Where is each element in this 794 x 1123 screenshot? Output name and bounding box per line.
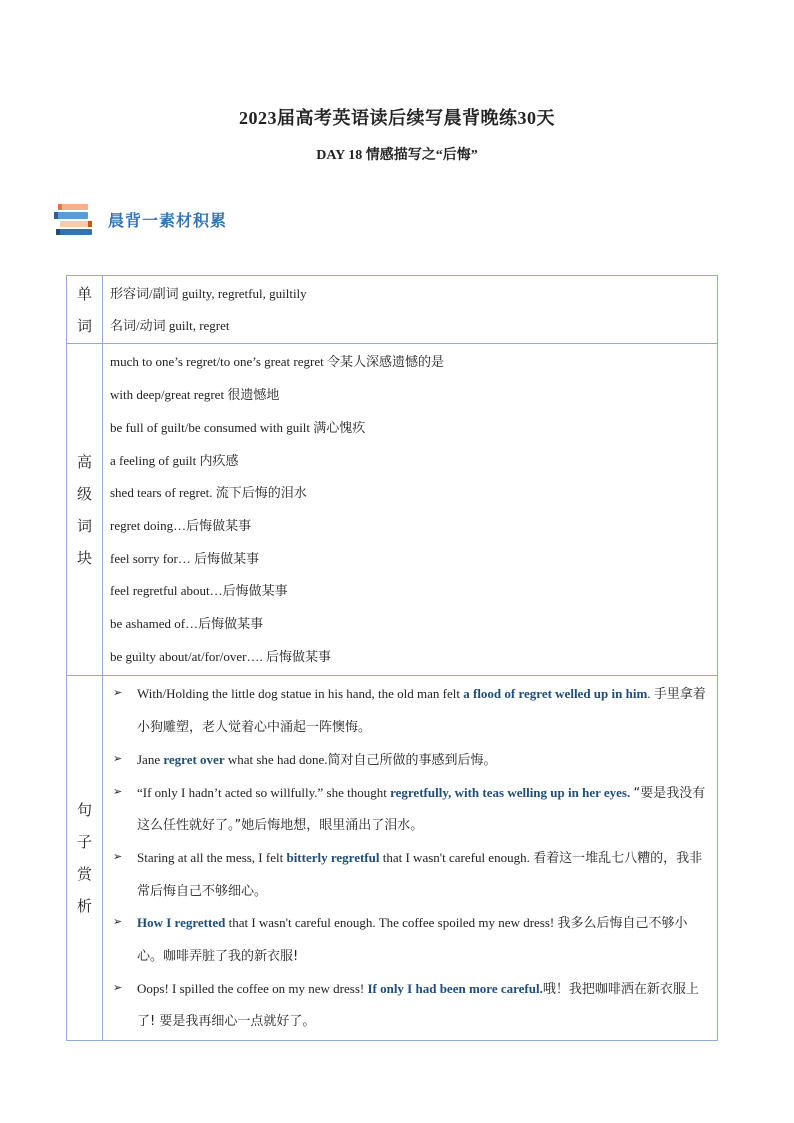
category-char: 级 xyxy=(76,484,92,503)
phrase-cn: 内疚感 xyxy=(199,453,239,469)
section-title: 晨背一素材积累 xyxy=(108,210,228,230)
phrase-cn: 满心愧疚 xyxy=(313,420,366,436)
phrase-en: much to one’s regret/to one’s great regret xyxy=(110,354,327,370)
category-char: 块 xyxy=(76,548,92,567)
sentence-translation: “要是 xyxy=(633,785,667,801)
phrase-en: regret doing… xyxy=(110,517,187,533)
phrase-cn: 后悔做某事 xyxy=(194,551,260,567)
phrase-cn: 后悔做某事 xyxy=(222,584,288,600)
category-char: 析 xyxy=(76,897,92,916)
category-char: 单 xyxy=(76,284,92,303)
category-cell xyxy=(67,276,103,344)
sentence-text: Jane xyxy=(137,751,164,767)
sentence-highlight: regretfully, with teas welling up in her eyes. xyxy=(390,784,631,800)
sentence-text: With/Holding the little dog statue in his hand, the old man felt xyxy=(137,686,464,702)
sentence-translation: 哦！我把咖啡洒在新 xyxy=(542,981,660,997)
sentence-item xyxy=(109,842,711,907)
phrase-cn: 很遗憾地 xyxy=(227,388,280,404)
phrase-row xyxy=(67,344,718,676)
category-char: 句 xyxy=(76,801,92,820)
phrase-cn: 后悔做某事 xyxy=(186,518,252,534)
phrase-cn: 后悔做某事 xyxy=(265,649,331,665)
page-title: 2023届高考英语读后续写晨背晚练30天 xyxy=(239,108,555,128)
sentence-translation: 手 xyxy=(653,687,667,703)
list-item xyxy=(110,543,711,576)
list-item xyxy=(110,510,711,543)
category-char: 子 xyxy=(76,833,92,852)
list-item xyxy=(110,608,711,641)
sentence-text: “If only I hadn’t acted so willfully.” she thought xyxy=(137,784,391,800)
phrase-cn: 后悔做某事 xyxy=(198,617,264,633)
phrase-en: feel sorry for… xyxy=(110,550,195,566)
sentence-highlight: If only I had been more careful. xyxy=(367,980,543,996)
sentence-translation: 简对自己所做的事感到后悔。 xyxy=(327,752,497,768)
phrase-en: shed tears of regret. xyxy=(110,485,216,501)
bullet-arrow-icon: ➢ xyxy=(113,916,123,929)
phrase-en: feel regretful about… xyxy=(110,583,223,599)
list-item xyxy=(110,346,711,379)
list-item xyxy=(110,412,711,445)
sentence-translation: 我非常后悔自己不够细心。 xyxy=(137,850,703,899)
phrase-en: be guilty about/at/for/over…. xyxy=(110,648,266,664)
phrase-en: be full of guilt/be consumed with guilt xyxy=(110,419,314,435)
list-item xyxy=(110,575,711,608)
phrase-en: 形容词/副词 guilty, regretful, guiltily xyxy=(110,286,307,301)
category-char: 词 xyxy=(76,516,92,535)
bullet-arrow-icon: ➢ xyxy=(113,850,123,863)
phrase-en: 名词/动词 guilt, regret xyxy=(110,317,230,333)
books-icon xyxy=(54,202,96,236)
sentence-text: what she had done. xyxy=(224,751,328,767)
phrase-cn: 流下后悔的泪水 xyxy=(215,486,307,502)
sentence-translation: 里拿着小狗雕塑，老人觉着心中涌起一阵懊悔。 xyxy=(137,687,706,736)
category-char: 词 xyxy=(76,316,92,335)
list-item xyxy=(110,641,711,674)
sentence-highlight: How I regretted xyxy=(137,915,226,931)
material-table xyxy=(66,275,718,1041)
content-cell xyxy=(103,676,718,1041)
bullet-arrow-icon: ➢ xyxy=(113,687,123,700)
sentence-highlight: a flood of regret welled up in him xyxy=(463,686,648,702)
phrase-en: with deep/great regret xyxy=(110,387,228,403)
sentence-item xyxy=(109,973,711,1038)
list-item xyxy=(110,445,711,478)
sentence-text: Oops! I spilled the coffee on my new dress! xyxy=(137,980,368,996)
sentence-item xyxy=(109,907,711,972)
category-cell xyxy=(67,344,103,676)
category-cell xyxy=(67,676,103,1041)
list-item xyxy=(110,379,711,412)
content-cell xyxy=(103,276,718,344)
sentence-text: that I wasn't careful enough. The coffee spoiled my new dress! xyxy=(225,915,558,931)
sentence-item xyxy=(109,678,711,743)
sentence-text: Staring at all the mess, I felt xyxy=(137,849,287,865)
list-item xyxy=(110,477,711,510)
sentence-translation: 我没有这么任性就好了。”她后悔地想，眼里涌出了泪水。 xyxy=(137,785,706,834)
sentence-highlight: bitterly regretful xyxy=(286,849,380,865)
sentence-translation: 看着这一堆乱七八糟的， xyxy=(533,850,677,866)
page-subtitle: DAY 18 情感描写之“后悔” xyxy=(316,148,478,163)
sentence-highlight: regret over xyxy=(163,751,225,767)
bullet-arrow-icon: ➢ xyxy=(113,981,123,994)
word-row xyxy=(67,276,718,344)
list-item xyxy=(110,310,711,342)
sentence-text: . xyxy=(647,686,654,702)
content-cell xyxy=(103,344,718,676)
sentence-translation: 够小心。咖啡弄脏了我的新衣服! xyxy=(137,916,688,965)
category-char: 高 xyxy=(76,452,92,471)
sentence-row xyxy=(67,676,718,1041)
sentence-item xyxy=(109,777,711,842)
phrase-en: a feeling of guilt xyxy=(110,452,200,468)
list-item xyxy=(110,278,711,310)
bullet-arrow-icon: ➢ xyxy=(113,752,123,765)
sentence-translation: 我多么后悔自己不 xyxy=(557,916,662,932)
phrase-en: be ashamed of… xyxy=(110,616,199,632)
section-header xyxy=(54,202,227,236)
category-char: 赏 xyxy=(76,865,92,884)
sentence-item xyxy=(109,744,711,777)
phrase-cn: 令某人深感遗憾的是 xyxy=(326,355,444,371)
bullet-arrow-icon: ➢ xyxy=(113,785,123,798)
sentence-text: that I wasn't careful enough. xyxy=(379,849,534,865)
sentence-translation: 衣服上了! 要是我再细心一点就好了。 xyxy=(137,981,699,1030)
